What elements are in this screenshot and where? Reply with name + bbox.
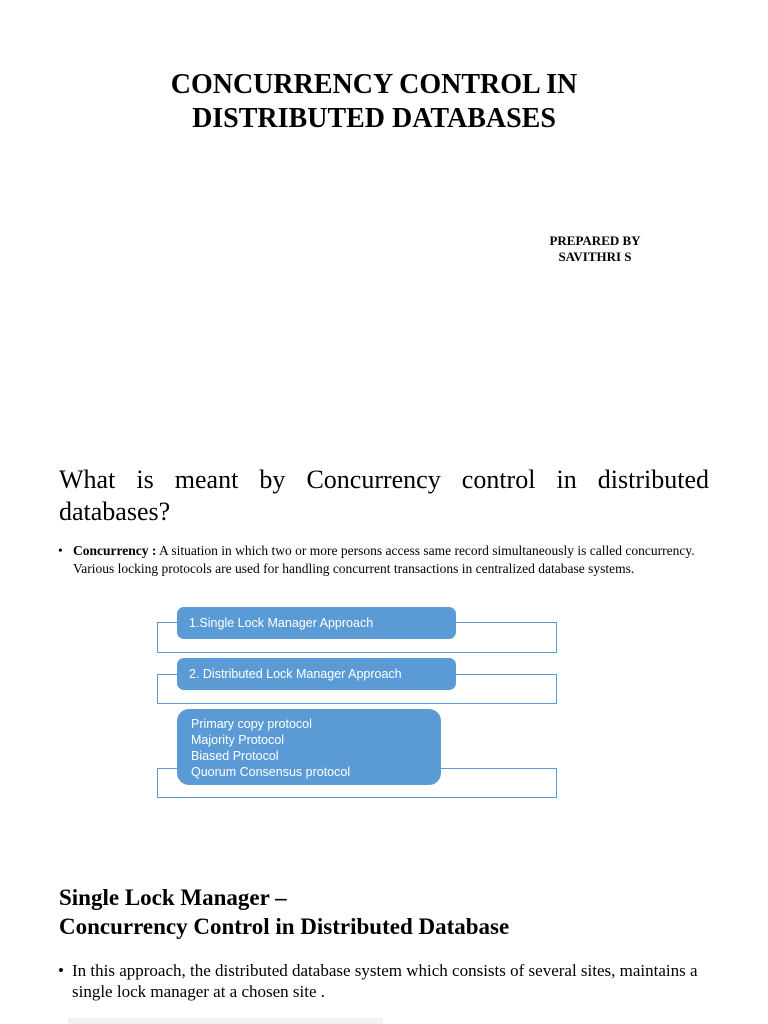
bullet-dot-icon: • [58,543,63,558]
protocol-item: Biased Protocol [191,749,279,763]
bullet-definition: A situation in which two or more persons access same record simultaneously is called concurrency. Various locking protocols are used for handling concurrent transactions in centralized database systems. [73,543,695,576]
slide-title-line-1: CONCURRENCY CONTROL IN [170,69,578,100]
protocol-item: Primary copy protocol [191,717,312,731]
single-lock-heading-line-2: Concurrency Control in Distributed Database [59,914,510,939]
section-heading: What is meant by Concurrency control in distributed databases? [59,465,709,526]
single-lock-heading-line-1: Single Lock Manager – [59,885,287,910]
diagram-box-single-lock: 1.Single Lock Manager Approach [177,607,456,639]
bullet-dot-icon: • [58,961,64,980]
diagram-box-distributed-lock: 2. Distributed Lock Manager Approach [177,658,456,690]
prepared-by-label: PREPARED BY [549,233,641,248]
single-lock-heading [59,883,709,941]
slide-title-line-2: DISTRIBUTED DATABASES [192,103,556,134]
slide-title [60,68,688,136]
protocol-item: Quorum Consensus protocol [191,765,351,779]
bullet-paragraph [73,542,738,578]
author-name: SAVITHRI S [558,249,632,264]
author-credit [520,233,670,265]
diagram-box-protocols [177,709,441,785]
single-lock-bullet [58,960,713,1002]
bullet-paragraph: In this approach, the distributed database system which consists of several sites, maintains a single lock manager at a chosen site . [72,961,698,1001]
next-slide-edge [68,1018,383,1024]
protocol-item: Majority Protocol [191,733,285,747]
bullet-term: Concurrency : [73,543,157,558]
concurrency-bullet [58,542,738,578]
